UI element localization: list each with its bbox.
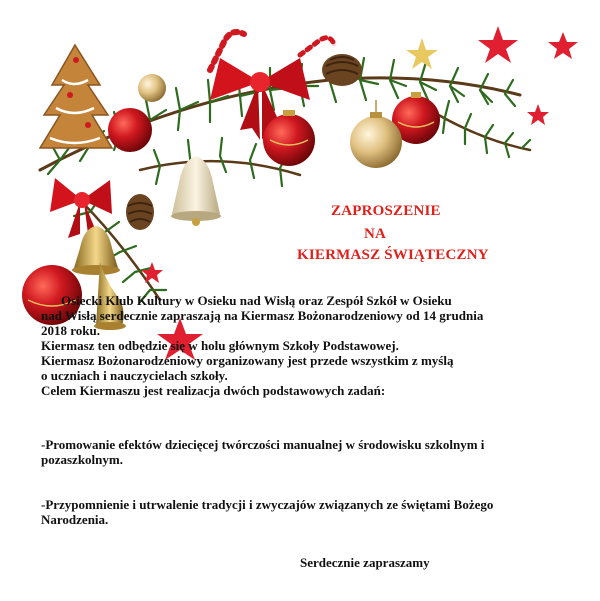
text-line: 2018 roku. bbox=[41, 323, 100, 338]
star-icon bbox=[478, 26, 518, 63]
gold-ornament-icon bbox=[138, 74, 166, 102]
invitation-title-line1: ZAPROSZENIE bbox=[331, 203, 441, 219]
white-bell-icon bbox=[171, 156, 221, 226]
text-line: Kiermasz ten odbędzie się w holu głównym Szkoły Podstawowej. bbox=[41, 338, 399, 353]
invitation-title-line2: NA bbox=[364, 226, 387, 242]
pinecone-icon bbox=[322, 54, 362, 86]
text-line: Celem Kiermaszu jest realizacja dwóch podstawowych zadań: bbox=[41, 383, 386, 398]
star-icon bbox=[548, 32, 578, 59]
text-line: nad Wisłą serdecznie zapraszają na Kiermasz Bożonarodzeniowy od 14 grudnia bbox=[41, 308, 484, 323]
text-line: Narodzenia. bbox=[41, 512, 109, 527]
intro-paragraph bbox=[41, 293, 571, 398]
text-line: o uczniach i nauczycielach szkoły. bbox=[41, 368, 228, 383]
text-line: -Promowanie efektów dziecięcej twórczości manualnej w środowisku szkolnym i bbox=[41, 437, 485, 452]
star-icon bbox=[527, 104, 549, 125]
text-line: -Przypomnienie i utrwalenie tradycji i zwyczajów związanych ze świętami Bożego bbox=[41, 497, 494, 512]
gingerbread-tree-icon bbox=[40, 45, 112, 148]
text-line: Osiecki Klub Kultury w Osieku nad Wisłą oraz Zespół Szkół w Osieku bbox=[61, 293, 452, 308]
text-line: Kiermasz Bożonarodzeniowy organizowany jest przede wszystkim z myślą bbox=[41, 353, 454, 368]
star-icon bbox=[406, 38, 438, 69]
invitation-title-line3: KIERMASZ ŚWIĄTECZNY bbox=[297, 247, 489, 263]
text-line: pozaszkolnym. bbox=[41, 452, 123, 467]
star-icon bbox=[141, 262, 163, 283]
pinecone-icon bbox=[126, 194, 154, 230]
red-ornament-icon bbox=[108, 108, 152, 152]
goal-point-1 bbox=[41, 437, 571, 467]
closing-line: Serdecznie zapraszamy bbox=[300, 555, 430, 570]
goal-point-2 bbox=[41, 497, 571, 527]
